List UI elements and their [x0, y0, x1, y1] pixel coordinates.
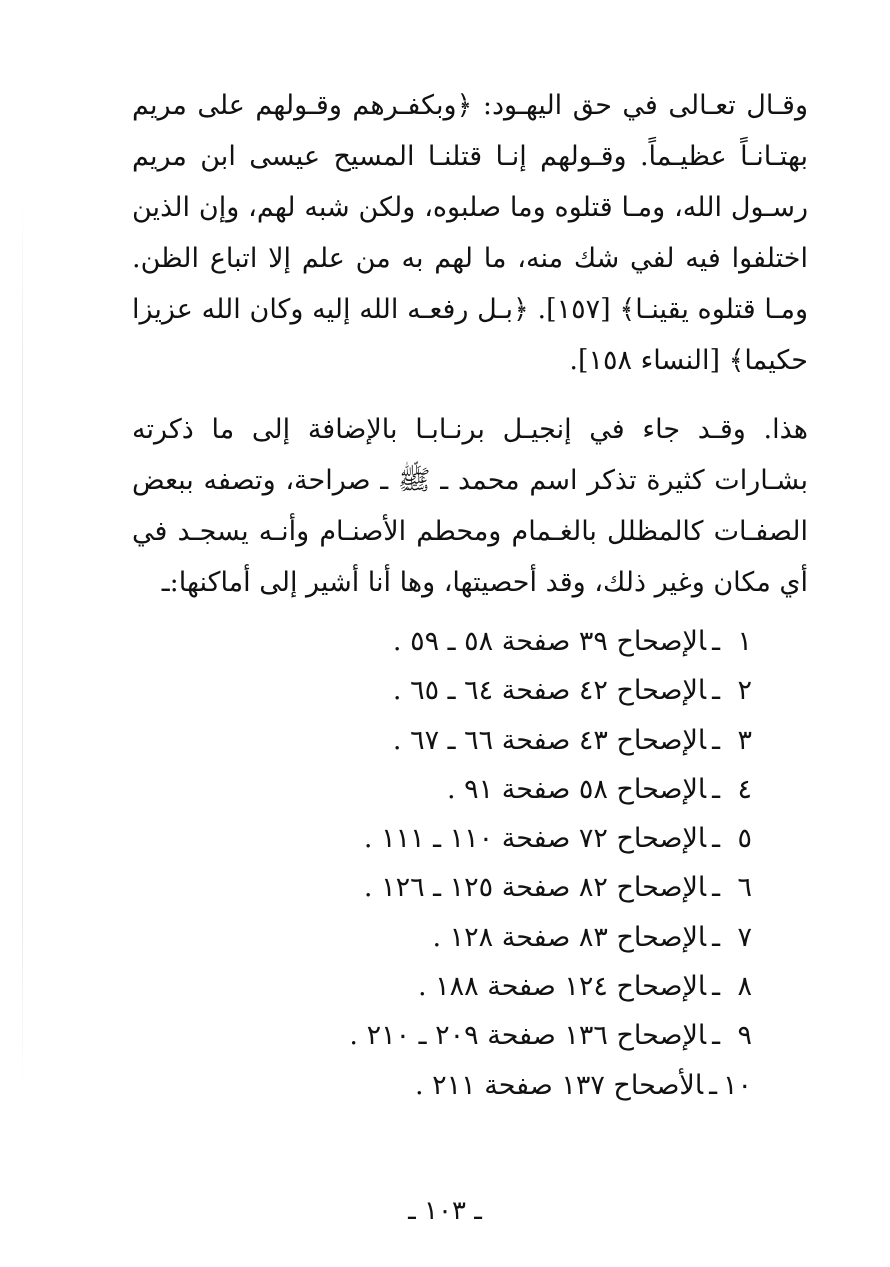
reference-text: الإصحاح ٣٩ صفحة ٥٨ ـ ٥٩ . — [392, 626, 707, 657]
reference-text: الأصحاح ١٣٧ صفحة ٢١١ . — [414, 1069, 704, 1101]
reference-number: ٥ — [737, 823, 752, 855]
list-item: ٦ـالإصحاح ٨٢ صفحة ١٢٥ ـ ١٢٦ . — [192, 863, 752, 912]
list-item: ٣ـالإصحاح ٤٣ صفحة ٦٦ ـ ٦٧ . — [192, 716, 752, 765]
reference-number: ٩ — [737, 1020, 752, 1052]
list-item: ٥ـالإصحاح ٧٢ صفحة ١١٠ ـ ١١١ . — [192, 814, 752, 863]
reference-number: ٢ — [737, 675, 752, 707]
list-item: ٨ـالإصحاح ١٢٤ صفحة ١٨٨ . — [192, 962, 752, 1011]
page-number: ـ ١٠٣ ـ — [408, 1196, 482, 1226]
reference-number: ٧ — [737, 921, 752, 953]
reference-text: الإصحاح ٨٣ صفحة ١٢٨ . — [432, 921, 707, 953]
scan-edge-line — [22, 196, 23, 1096]
list-item: ٩ـالإصحاح ١٣٦ صفحة ٢٠٩ ـ ٢١٠ . — [192, 1011, 752, 1060]
reference-number: ٦ — [737, 872, 752, 904]
reference-text: الإصحاح ٧٢ صفحة ١١٠ ـ ١١١ . — [363, 823, 707, 855]
list-item: ١ـالإصحاح ٣٩ صفحة ٥٨ ـ ٥٩ . — [192, 617, 752, 666]
list-item: ٤ـالإصحاح ٥٨ صفحة ٩١ . — [192, 765, 752, 814]
reference-text: الإصحاح ٨٢ صفحة ١٢٥ ـ ١٢٦ . — [363, 872, 707, 904]
reference-number: ٣ — [737, 724, 752, 756]
reference-text: الإصحاح ١٣٦ صفحة ٢٠٩ ـ ٢١٠ . — [349, 1020, 707, 1052]
reference-number: ٨ — [737, 971, 752, 1003]
reference-number: ١ — [737, 626, 752, 657]
reference-number: ٤ — [737, 773, 752, 805]
chapter-reference-list — [192, 617, 752, 1110]
reference-text: الإصحاح ١٢٤ صفحة ١٨٨ . — [418, 971, 707, 1003]
barnabas-intro-paragraph: هذا. وقـد جاء في إنجيـل برنـابـا بالإضافة إلى ما ذكرته بشـارات كثيرة تذكر اسم محمد ـ ﷺ ـ صراحة، وتصفه ببعض الصفـات كالمظلل بالغـمام ومحطم الأصنـام وأنـه يسجـد في أي مكان وغير ذلك، وقد أحصيتها، وها أنا أشير إلى أماكنها:ـ — [132, 414, 808, 598]
reference-text: الإصحاح ٤٢ صفحة ٦٤ ـ ٦٥ . — [392, 675, 707, 707]
reference-text: الإصحاح ٥٨ صفحة ٩١ . — [447, 773, 707, 805]
list-item: ١٠ـالأصحاح ١٣٧ صفحة ٢١١ . — [192, 1061, 752, 1110]
reference-text: الإصحاح ٤٣ صفحة ٦٦ ـ ٦٧ . — [392, 724, 707, 756]
list-item: ٢ـالإصحاح ٤٢ صفحة ٦٤ ـ ٦٥ . — [192, 666, 752, 715]
list-item: ٧ـالإصحاح ٨٣ صفحة ١٢٨ . — [192, 913, 752, 962]
reference-number: ١٠ — [722, 1069, 752, 1101]
quran-quote-paragraph: وقـال تعـالى في حق اليهـود: ﴿وبكفـرهم وقـولهم على مريم بهتـانـاً عظيـماً. وقـولهم إنـا قتلنـا المسيح عيسى ابن مريم رسـول الله، ومـا قتلوه وما صلبوه، ولكن شبه لهم، وإن الذين اختلفوا فيه لفي شك منه، ما لهم به من علم إلا اتباع الظن. ومـا قتلوه يقينـا﴾ [١٥٧]. ﴿بـل رفعـه الله إليه وكان الله عزيزا حكيما﴾ [النساء ١٥٨]. — [132, 90, 808, 376]
